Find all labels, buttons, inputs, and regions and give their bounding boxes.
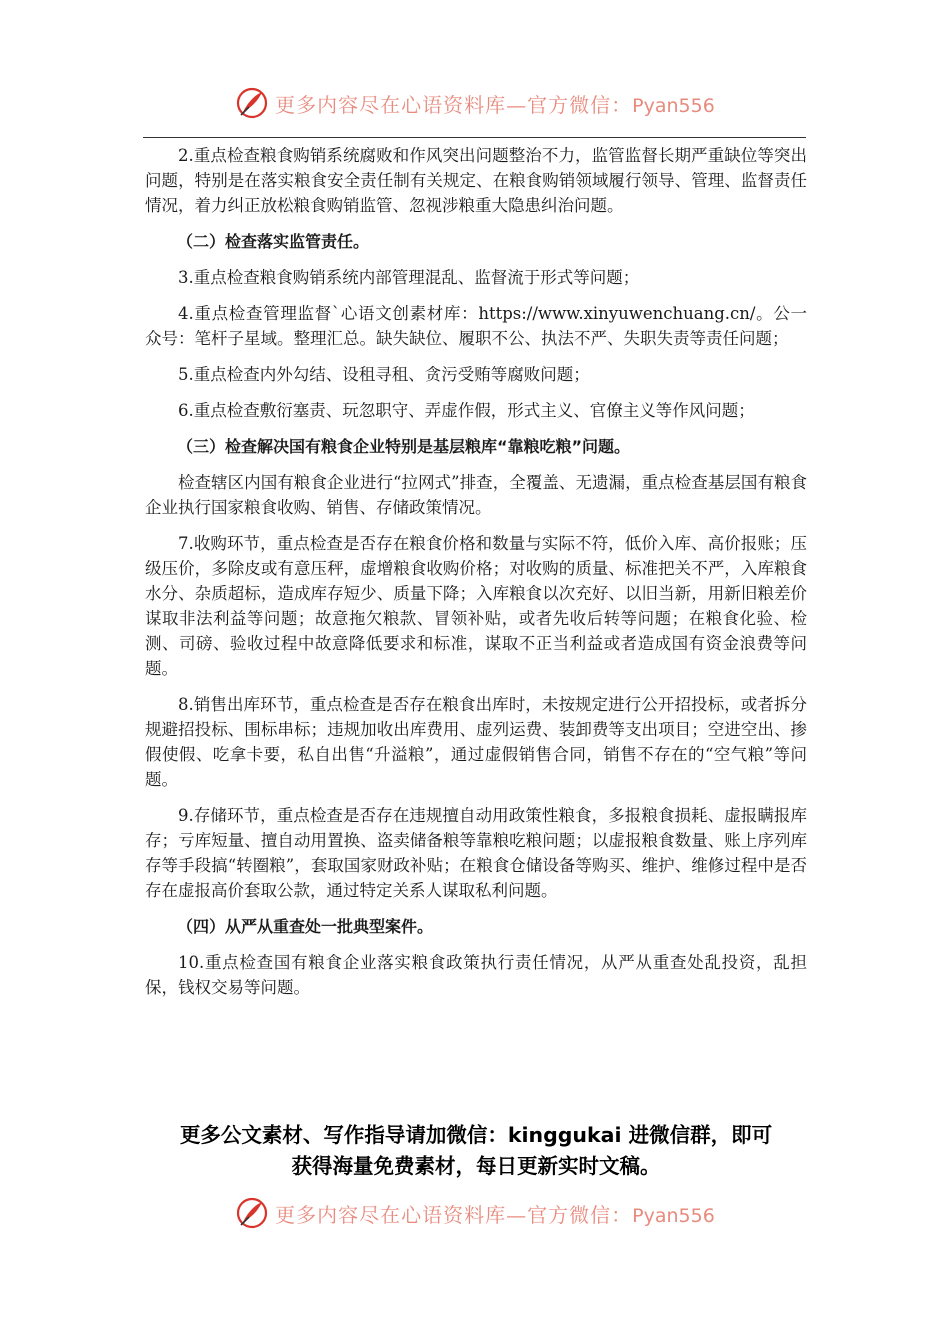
paragraph-9: 9.存储环节，重点检查是否存在违规擅自动用政策性粮食，多报粮食损耗、虚报瞒报库存；亏库短量、擅自动用置换、盗卖储备粮等靠粮吃粮问题；以虚报粮食数量、账上序列库存等手段搞“转圈粮”，套取国家财政补贴；在粮食仓储设备等购买、维护、维修过程中是否存在虚报高价套取公款，通过特定关系人谋取私利问题。 [145,806,807,900]
promo-line-2: 获得海量免费素材，每日更新实时文稿。 [291,1154,661,1178]
section-heading-3: （三）检查解决国有粮食企业特别是基层粮库“靠粮吃粮”问题。 [177,437,631,456]
paragraph-8: 8.销售出库环节，重点检查是否存在粮食出库时，未按规定进行公开招投标，或者拆分规避招投标、围标串标；违规加收出库费用、虚列运费、装卸费等支出项目；空进空出、掺假使假、吃拿卡要，私自出售“升溢粮”，通过虚假销售合同，销售不存在的“空气粮”等问题。 [145,695,807,789]
paragraph-3: 3.重点检查粮食购销系统内部管理混乱、监督流于形式等问题； [178,268,640,287]
section-heading-4: （四）从严从重查处一批典型案件。 [177,917,434,936]
paragraph-7: 7.收购环节，重点检查是否存在粮食价格和数量与实际不符，低价入库、高价报账；压级压价，多除皮或有意压秤，虚增粮食收购价格；对收购的质量、标准把关不严，入库粮食水分、杂质超标，造成库存短少、质量下降；入库粮食以次充好、以旧当新，用新旧粮差价谋取非法利益等问题；故意拖欠粮款、冒领补贴，或者先收后转等问题；在粮食化验、检测、司磅、验收过程中故意降低要求和标准，谋取不正当利益或者造成国有资金浪费等问题。 [145,534,807,678]
document-body [145,143,807,1008]
footer-banner-text: 更多内容尽在心语资料库—官方微信：Pyan556 [275,1202,715,1227]
paragraph-6: 6.重点检查敷衍塞责、玩忽职守、弄虚作假，形式主义、官僚主义等作风问题； [178,401,755,420]
paragraph-2: 2.重点检查粮食购销系统腐败和作风突出问题整治不力，监管监督长期严重缺位等突出问题，特别是在落实粮食安全责任制有关规定、在粮食购销领域履行领导、管理、监督责任情况，着力纠正放松粮食购销监管、忽视涉粮重大隐患纠治问题。 [145,146,807,215]
promo-notice [145,1120,807,1182]
paragraph-4: 4.重点检查管理监督`心语文创素材库：https://www.xinyuwenchuang.cn/。公一众号：笔杆子星域。整理汇总。缺失缺位、履职不公、执法不严、失职失责等责任问题； [145,304,807,348]
header-banner [0,83,950,123]
feather-pen-logo-icon [235,86,269,120]
section-heading-2: （二）检查落实监管责任。 [177,232,370,251]
footer-wechat-id: Pyan556 [632,1204,715,1227]
paragraph-intro-3: 检查辖区内国有粮食企业进行“拉网式”排查，全覆盖、无遗漏，重点检查基层国有粮食企业执行国家粮食收购、销售、存储政策情况。 [145,473,807,517]
paragraph-10: 10.重点检查国有粮食企业落实粮食政策执行责任情况，从严从重查处乱投资，乱担保，钱权交易等问题。 [145,953,807,997]
header-banner-text: 更多内容尽在心语资料库—官方微信：Pyan556 [275,92,715,117]
feather-pen-logo-icon [235,1196,269,1230]
header-divider [143,137,806,138]
promo-line-1: 更多公文素材、写作指导请加微信：kinggukai 进微信群，即可 [179,1123,773,1147]
paragraph-5: 5.重点检查内外勾结、设租寻租、贪污受贿等腐败问题； [178,365,590,384]
header-wechat-id: Pyan556 [632,94,715,117]
footer-banner [0,1193,950,1233]
